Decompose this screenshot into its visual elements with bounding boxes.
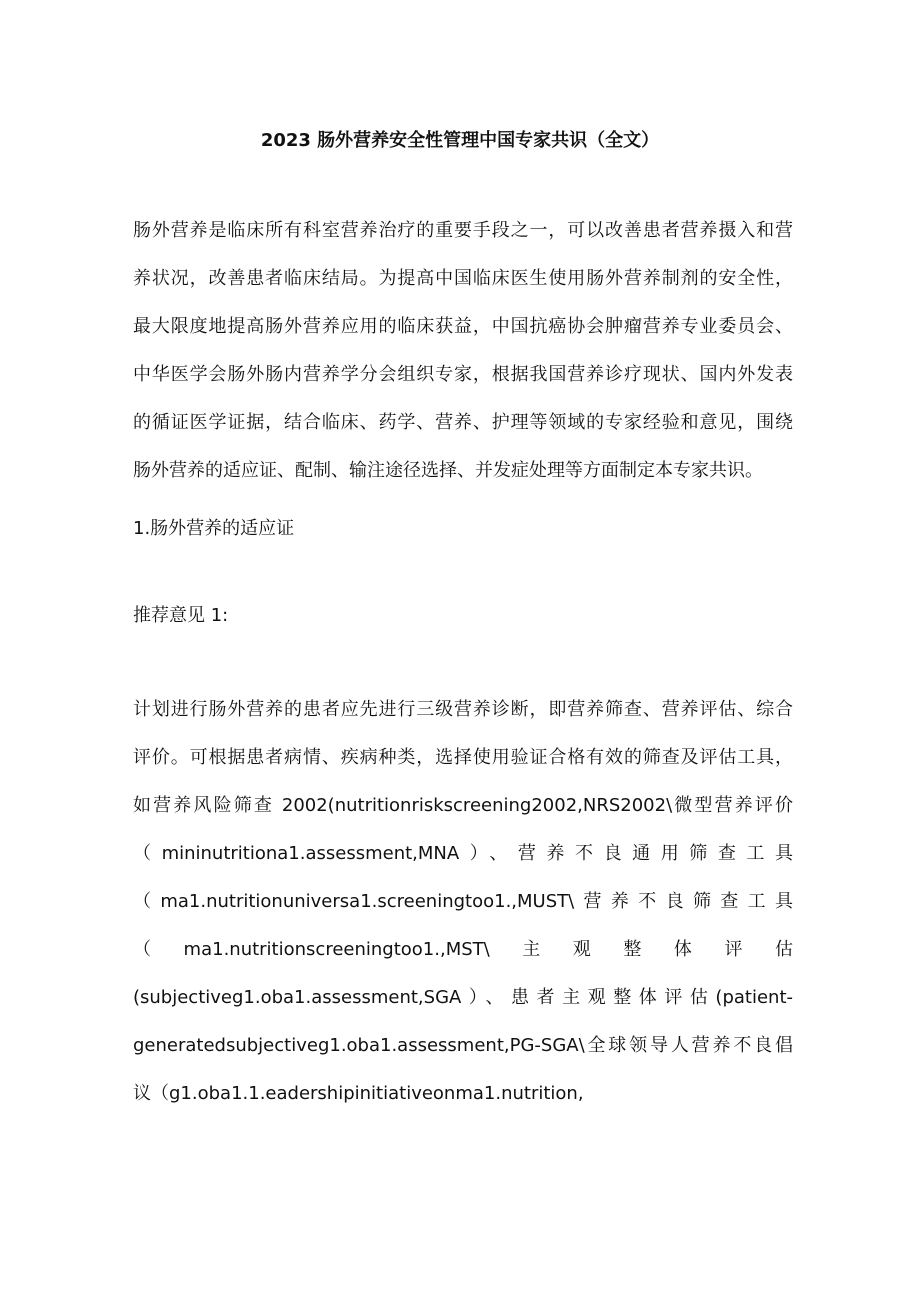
recommendation-line-9: 议（g1.oba1.1.eadershipinitiativeonma1.nutrition, [133,1083,584,1104]
intro-line-6: 肠外营养的适应证、配制、输注途径选择、并发症处理等方面制定本专家共识。 [133,460,763,481]
recommendation-line-2: 评价。可根据患者病情、疾病种类，选择使用验证合格有效的筛查及评估工具， [133,747,793,768]
recommendation-line-4: （mininutritiona1.assessment,MNA）、营养不良通用筛查工具 [133,843,793,864]
intro-line-2: 养状况，改善患者临床结局。为提高中国临床医生使用肠外营养制剂的安全性， [133,268,793,289]
recommendation-label: 推荐意见 1: [133,605,229,626]
recommendation-line-7: (subjectiveg1.oba1.assessment,SGA）、患者主观整体评估(patient- [133,987,793,1008]
section-heading: 1.肠外营养的适应证 [133,518,295,539]
recommendation-line-3: 如营养风险筛查 2002(nutritionriskscreening2002,NRS2002\微型营养评价 [133,795,793,816]
recommendation-line-5: （ma1.nutritionuniversa1.screeningtoo1.,MUST\营养不良筛查工具 [133,891,793,912]
recommendation-line-6: （ma1.nutritionscreeningtoo1.,MST\主观整体评估 [133,939,793,960]
intro-line-4: 中华医学会肠外肠内营养学分会组织专家，根据我国营养诊疗现状、国内外发表 [133,364,793,385]
intro-line-5: 的循证医学证据，结合临床、药学、营养、护理等领域的专家经验和意见，围绕 [133,412,793,433]
recommendation-line-1: 计划进行肠外营养的患者应先进行三级营养诊断，即营养筛查、营养评估、综合 [133,699,793,720]
intro-line-1: 肠外营养是临床所有科室营养治疗的重要手段之一，可以改善患者营养摄入和营 [133,220,793,241]
intro-line-3: 最大限度地提高肠外营养应用的临床获益，中国抗癌协会肿瘤营养专业委员会、 [133,316,793,337]
document-title: 2023 肠外营养安全性管理中国专家共识（全文） [260,130,660,151]
recommendation-line-8: generatedsubjectiveg1.oba1.assessment,PG-SGA\全球领导人营养不良倡 [133,1035,793,1056]
